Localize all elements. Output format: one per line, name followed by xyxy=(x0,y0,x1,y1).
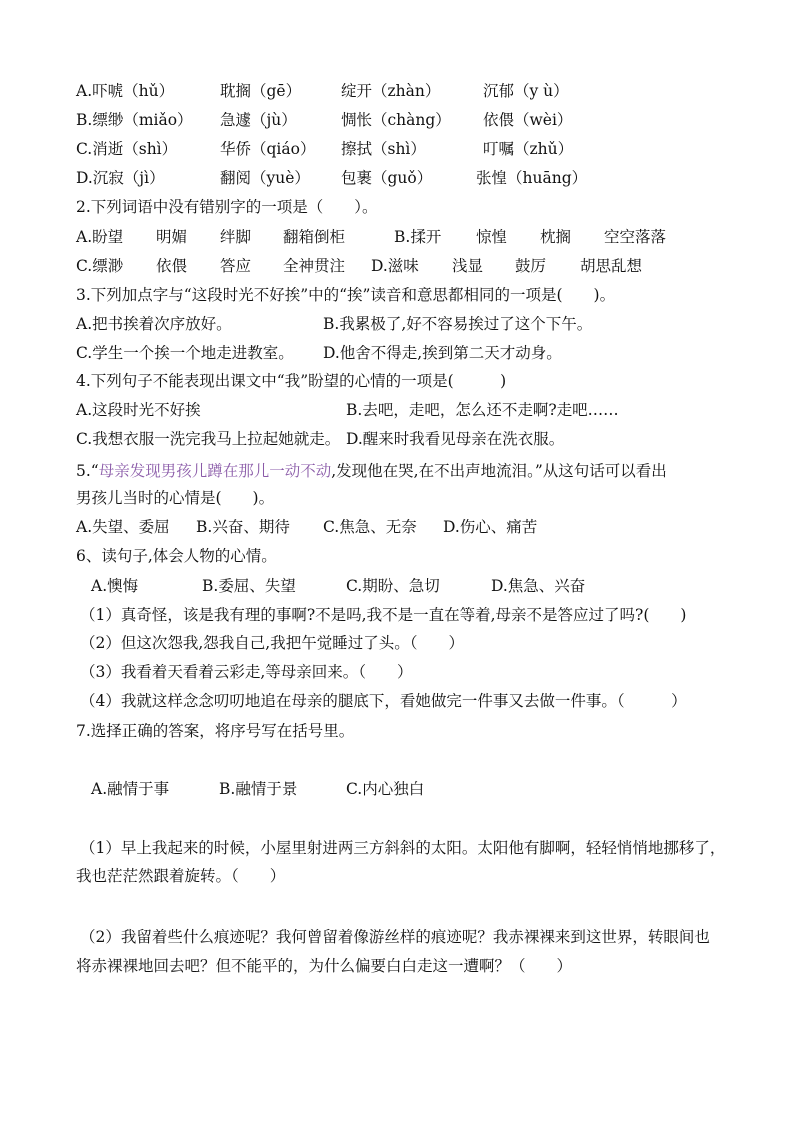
q2-word: 鼓厉 xyxy=(515,257,547,275)
q1-option-d-word2: 翻阅（yuè） xyxy=(220,169,310,187)
q7-stem: 7.选择正确的答案，将序号写在括号里。 xyxy=(76,722,355,740)
q1-option-a-word1: A.吓唬（hǔ） xyxy=(76,82,175,100)
q1-option-d-word1: D.沉寂（jì） xyxy=(76,169,165,187)
q6-stem: 6、读句子,体会人物的心情。 xyxy=(76,547,277,565)
q1-option-c-word4: 叮嘱（zhǔ） xyxy=(483,140,574,158)
q2-word: C.缥渺 xyxy=(76,257,124,275)
q1-option-a-word4: 沉郁（y ù） xyxy=(483,82,569,100)
q6-item-1: （1）真奇怪，该是我有理的事啊?不是吗,我不是一直在等着,母亲不是答应过了吗?( ) xyxy=(80,606,687,624)
q3-option-c: C.学生一个挨一个地走进教室。 xyxy=(76,344,294,362)
q5-stem-line1 xyxy=(76,460,667,482)
q1-option-b-word3: 惆怅（chàng） xyxy=(341,111,451,129)
q2-word: 全神贯注 xyxy=(283,257,346,275)
q5-stem-line2: 男孩儿当时的心情是( )。 xyxy=(76,489,275,507)
q2-word: 绊脚 xyxy=(220,228,252,246)
q2-word: B.揉开 xyxy=(394,228,442,246)
q7-option-b: B.融情于景 xyxy=(219,780,298,798)
q2-word: 惊惶 xyxy=(476,228,508,246)
q7-item-1-line2: 我也茫茫然跟着旋转。（ ） xyxy=(76,867,286,885)
q2-word: D.滋味 xyxy=(371,257,419,275)
q6-option-a: A.懊悔 xyxy=(91,577,139,595)
q2-word: A.盼望 xyxy=(76,228,124,246)
q6-option-d: D.焦急、兴奋 xyxy=(491,577,586,595)
q7-item-2-line2: 将赤裸裸地回去吧？但不能平的，为什么偏要白白走这一遭啊？（ ） xyxy=(76,957,573,975)
q4-option-c: C.我想衣服一洗完我马上拉起她就走。 xyxy=(76,430,341,448)
q2-word: 空空落落 xyxy=(604,228,667,246)
q1-option-a-word2: 耽搁（gē） xyxy=(220,82,302,100)
q5-option-a: A.失望、委屈 xyxy=(76,518,170,536)
q1-option-d-word3: 包裹（guǒ） xyxy=(341,169,433,187)
q1-option-c-word3: 擦拭（shì） xyxy=(341,140,426,158)
q2-word: 答应 xyxy=(220,257,252,275)
q1-option-b-word1: B.缥缈（miǎo） xyxy=(76,111,193,129)
q6-option-b: B.委屈、失望 xyxy=(202,577,296,595)
q1-option-b-word4: 依偎（wèi） xyxy=(483,111,573,129)
q1-option-c-word2: 华侨（qiáo） xyxy=(220,140,316,158)
q2-word: 明媚 xyxy=(156,228,188,246)
q2-word: 胡思乱想 xyxy=(580,257,643,275)
q1-option-d-word4: 张惶（huāng） xyxy=(476,169,588,187)
q6-item-4: （4）我就这样念念叨叨地追在母亲的腿底下，看她做完一件事又去做一件事。（ ） xyxy=(80,692,687,710)
q3-option-a: A.把书挨着次序放好。 xyxy=(76,315,232,333)
q4-option-d: D.醒来时我看见母亲在洗衣服。 xyxy=(346,430,565,448)
q4-option-a: A.这段时光不好挨 xyxy=(76,401,201,419)
q3-stem: 3.下列加点字与“这段时光不好挨”中的“挨”读音和意思都相同的一项是( )。 xyxy=(76,286,616,304)
q7-option-a: A.融情于事 xyxy=(91,780,170,798)
q5-option-d: D.伤心、痛苦 xyxy=(443,518,538,536)
q3-option-b: B.我累极了,好不容易挨过了这个下午。 xyxy=(323,315,593,333)
q1-option-c-word1: C.消逝（shì） xyxy=(76,140,178,158)
q2-word: 浅显 xyxy=(452,257,484,275)
q5-option-b: B.兴奋、期待 xyxy=(196,518,290,536)
q6-item-2: （2）但这次怨我,怨我自己,我把午觉睡过了头。（ ） xyxy=(80,634,464,652)
q7-option-c: C.内心独白 xyxy=(346,780,425,798)
q2-stem: 2.下列词语中没有错别字的一项是（ ）。 xyxy=(76,198,378,216)
q5-stem-rest: ,发现他在哭,在不出声地流泪。”从这句话可以看出 xyxy=(331,462,667,480)
q1-option-b-word2: 急遽（jù） xyxy=(220,111,297,129)
q6-item-3: （3）我看着天看着云彩走,等母亲回来。（ ） xyxy=(80,663,413,681)
q7-item-2-line1: （2）我留着些什么痕迹呢？我何曾留着像游丝样的痕迹呢？我赤裸裸来到这世界，转眼间也 xyxy=(80,928,710,946)
q5-option-c: C.焦急、无奈 xyxy=(323,518,417,536)
q4-stem: 4.下列句子不能表现出课文中“我”盼望的心情的一项是( ) xyxy=(76,372,507,390)
q1-option-a-word3: 绽开（zhàn） xyxy=(341,82,441,100)
q5-open-quote: 5.“ xyxy=(76,462,99,480)
q7-item-1-line1: （1）早上我起来的时候，小屋里射进两三方斜斜的太阳。太阳他有脚啊，轻轻悄悄地挪移了， xyxy=(80,839,726,857)
q2-word: 翻箱倒柜 xyxy=(283,228,346,246)
q5-quoted-sentence: 母亲发现男孩儿蹲在那儿一动不动 xyxy=(98,462,332,480)
q3-option-d: D.他舍不得走,挨到第二天才动身。 xyxy=(323,344,562,362)
q4-option-b: B.去吧，走吧，怎么还不走啊?走吧…… xyxy=(346,401,619,419)
q2-word: 依偎 xyxy=(156,257,188,275)
q6-option-c: C.期盼、急切 xyxy=(346,577,440,595)
q2-word: 枕搁 xyxy=(540,228,572,246)
